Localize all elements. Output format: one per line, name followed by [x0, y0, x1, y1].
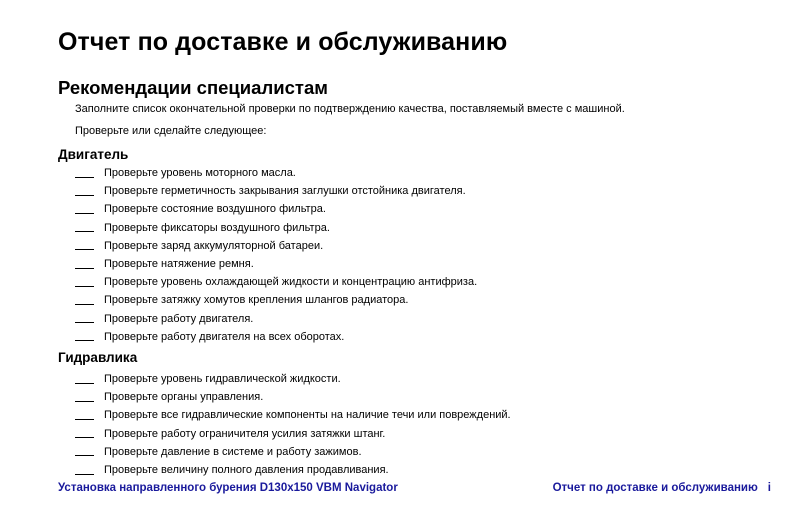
footer-section [553, 482, 771, 494]
checklist-item-label: Проверьте величину полного давления продавливания. [104, 464, 389, 477]
check-blank[interactable] [75, 401, 94, 402]
checklist-item-label: Проверьте работу ограничителя усилия затяжки штанг. [104, 427, 386, 440]
checklist-item-label: Проверьте работу двигателя на всех оборотах. [104, 330, 345, 343]
checklist-item [75, 443, 511, 461]
page-title: Отчет по доставке и обслуживанию [58, 28, 508, 56]
check-blank[interactable] [75, 419, 94, 420]
footer-section-title: Отчет по доставке и обслуживанию [552, 482, 758, 494]
checklist-item [75, 182, 477, 200]
check-blank[interactable] [75, 474, 94, 475]
check-blank[interactable] [75, 286, 94, 287]
engine-group-title: Двигатель [58, 147, 129, 162]
check-blank[interactable] [75, 195, 94, 196]
checklist-item-label: Проверьте уровень гидравлической жидкости. [104, 373, 341, 386]
checklist-item [75, 291, 477, 309]
checklist-item-label: Проверьте заряд аккумуляторной батареи. [104, 239, 324, 252]
check-blank[interactable] [75, 437, 94, 438]
checklist-item [75, 328, 477, 346]
check-blank[interactable] [75, 231, 94, 232]
checklist-item-label: Проверьте органы управления. [104, 391, 264, 404]
checklist-item-label: Проверьте натяжение ремня. [104, 258, 254, 271]
intro-text: Заполните список окончательной проверки по подтверждению качества, поставляемый вместе с машиной. [75, 103, 625, 115]
checklist-item-label: Проверьте герметичность закрывания заглушки отстойника двигателя. [104, 185, 466, 198]
checklist-item-label: Проверьте давление в системе и работу зажимов. [104, 445, 362, 458]
checklist-item [75, 406, 511, 424]
instruction-text: Проверьте или сделайте следующее: [75, 125, 267, 137]
checklist-item [75, 255, 477, 273]
page-number: i [767, 482, 771, 494]
checklist-item [75, 370, 511, 388]
check-blank[interactable] [75, 455, 94, 456]
checklist-item [75, 219, 477, 237]
hydraulics-group-title: Гидравлика [58, 350, 138, 365]
check-blank[interactable] [75, 249, 94, 250]
checklist-item-label: Проверьте уровень охлаждающей жидкости и концентрацию антифриза. [104, 276, 478, 289]
check-blank[interactable] [75, 383, 94, 384]
checklist-item [75, 273, 477, 291]
check-blank[interactable] [75, 304, 94, 305]
footer-manual-title: Установка направленного бурения D130x150 VBM Navigator [58, 482, 398, 494]
checklist-item-label: Проверьте уровень моторного масла. [104, 167, 296, 180]
checklist-item [75, 164, 477, 182]
checklist-item [75, 237, 477, 255]
check-blank[interactable] [75, 322, 94, 323]
section-title: Рекомендации специалистам [58, 77, 328, 98]
check-blank[interactable] [75, 177, 94, 178]
check-blank[interactable] [75, 268, 94, 269]
checklist-item [75, 461, 511, 479]
check-blank[interactable] [75, 213, 94, 214]
check-blank[interactable] [75, 340, 94, 341]
checklist-item [75, 200, 477, 218]
checklist-item-label: Проверьте затяжку хомутов крепления шлангов радиатора. [104, 294, 409, 307]
checklist-item-label: Проверьте все гидравлические компоненты на наличие течи или повреждений. [104, 409, 511, 422]
checklist-item-label: Проверьте работу двигателя. [104, 312, 254, 325]
engine-checklist [75, 164, 477, 346]
checklist-item-label: Проверьте фиксаторы воздушного фильтра. [104, 221, 330, 234]
checklist-item [75, 310, 477, 328]
checklist-item [75, 425, 511, 443]
checklist-item-label: Проверьте состояние воздушного фильтра. [104, 203, 326, 216]
checklist-item [75, 388, 511, 406]
hydraulics-checklist [75, 370, 511, 479]
